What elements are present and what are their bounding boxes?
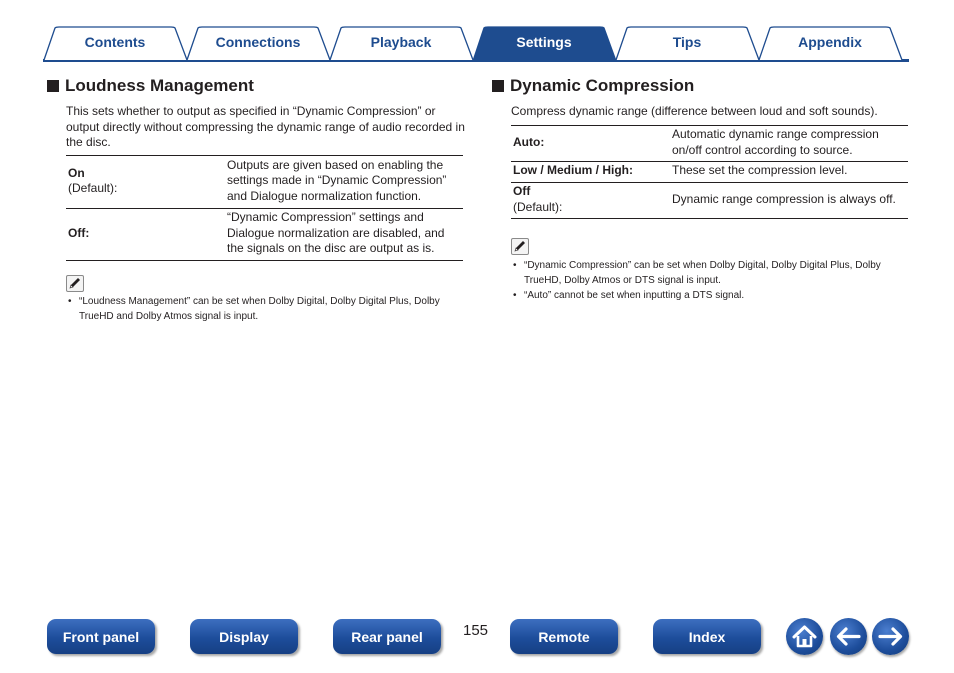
option-key: Low / Medium / High: [513, 163, 633, 178]
option-key: Off: [68, 225, 90, 240]
home-icon [786, 618, 823, 655]
previous-page-button[interactable] [830, 618, 867, 655]
option-value: These set the compression level. [672, 163, 848, 178]
loudness-notes [68, 294, 458, 324]
dynamic-notes [513, 258, 903, 303]
table-row [66, 156, 463, 209]
page-number: 155 [463, 622, 489, 639]
index-button[interactable]: Index [653, 619, 761, 654]
pencil-note-icon [511, 238, 529, 255]
option-key: Off (Default): [513, 184, 563, 214]
table-row [511, 126, 908, 162]
table-row [511, 183, 908, 219]
list-item: • “Loudness Management” can be set when Dolby Digital, Dolby Digital Plus, Dolby TrueHD and Dolby Atmos signal is input. [68, 294, 458, 324]
option-value: Automatic dynamic range compression on/off control according to source. [672, 127, 879, 157]
tab-connections[interactable]: Connections [215, 34, 301, 50]
loudness-management-title: Loudness Management [65, 76, 254, 95]
heading-square-icon [492, 80, 504, 92]
tab-contents[interactable]: Contents [84, 34, 146, 50]
option-value: Outputs are given based on enabling the settings made in “Dynamic Compression” and Dialogue normalization function. [227, 157, 447, 203]
arrow-left-icon [830, 618, 867, 655]
next-page-button[interactable] [872, 618, 909, 655]
table-row [66, 209, 463, 261]
dynamic-compression-heading [492, 76, 694, 96]
front-panel-button[interactable]: Front panel [47, 619, 155, 654]
list-item: • “Auto” cannot be set when inputting a DTS signal. [513, 288, 903, 303]
option-key: On (Default): [68, 165, 118, 195]
home-button[interactable] [786, 618, 823, 655]
dynamic-settings-table [511, 125, 908, 219]
tab-tips[interactable]: Tips [672, 34, 702, 50]
list-item: • “Dynamic Compression” can be set when Dolby Digital, Dolby Digital Plus, Dolby TrueHD, Dolby Atmos or DTS signal is input. [513, 258, 903, 288]
rear-panel-button[interactable]: Rear panel [333, 619, 441, 654]
loudness-management-heading [47, 76, 254, 96]
dynamic-compression-title: Dynamic Compression [510, 76, 695, 95]
option-value: Dynamic range compression is always off. [672, 191, 896, 206]
table-row [511, 162, 908, 183]
option-key: Auto: [513, 134, 545, 149]
remote-button[interactable]: Remote [510, 619, 618, 654]
option-value: “Dynamic Compression” settings and Dialogue normalization are disabled, and the signals on the disc are output as is. [227, 210, 445, 255]
loudness-description: This sets whether to output as specified in “Dynamic Compression” or output directly without compressing the dynamic range of audio recorded in the disc. [66, 104, 465, 149]
tab-appendix[interactable]: Appendix [798, 34, 862, 50]
top-tab-bar [43, 26, 909, 62]
loudness-settings-table [66, 155, 463, 261]
arrow-right-icon [872, 618, 909, 655]
pencil-note-icon [66, 275, 84, 292]
dynamic-description: Compress dynamic range (difference between loud and soft sounds). [511, 104, 878, 118]
tab-settings[interactable]: Settings [516, 34, 572, 50]
heading-square-icon [47, 80, 59, 92]
tab-playback[interactable]: Playback [370, 34, 432, 50]
display-button[interactable]: Display [190, 619, 298, 654]
